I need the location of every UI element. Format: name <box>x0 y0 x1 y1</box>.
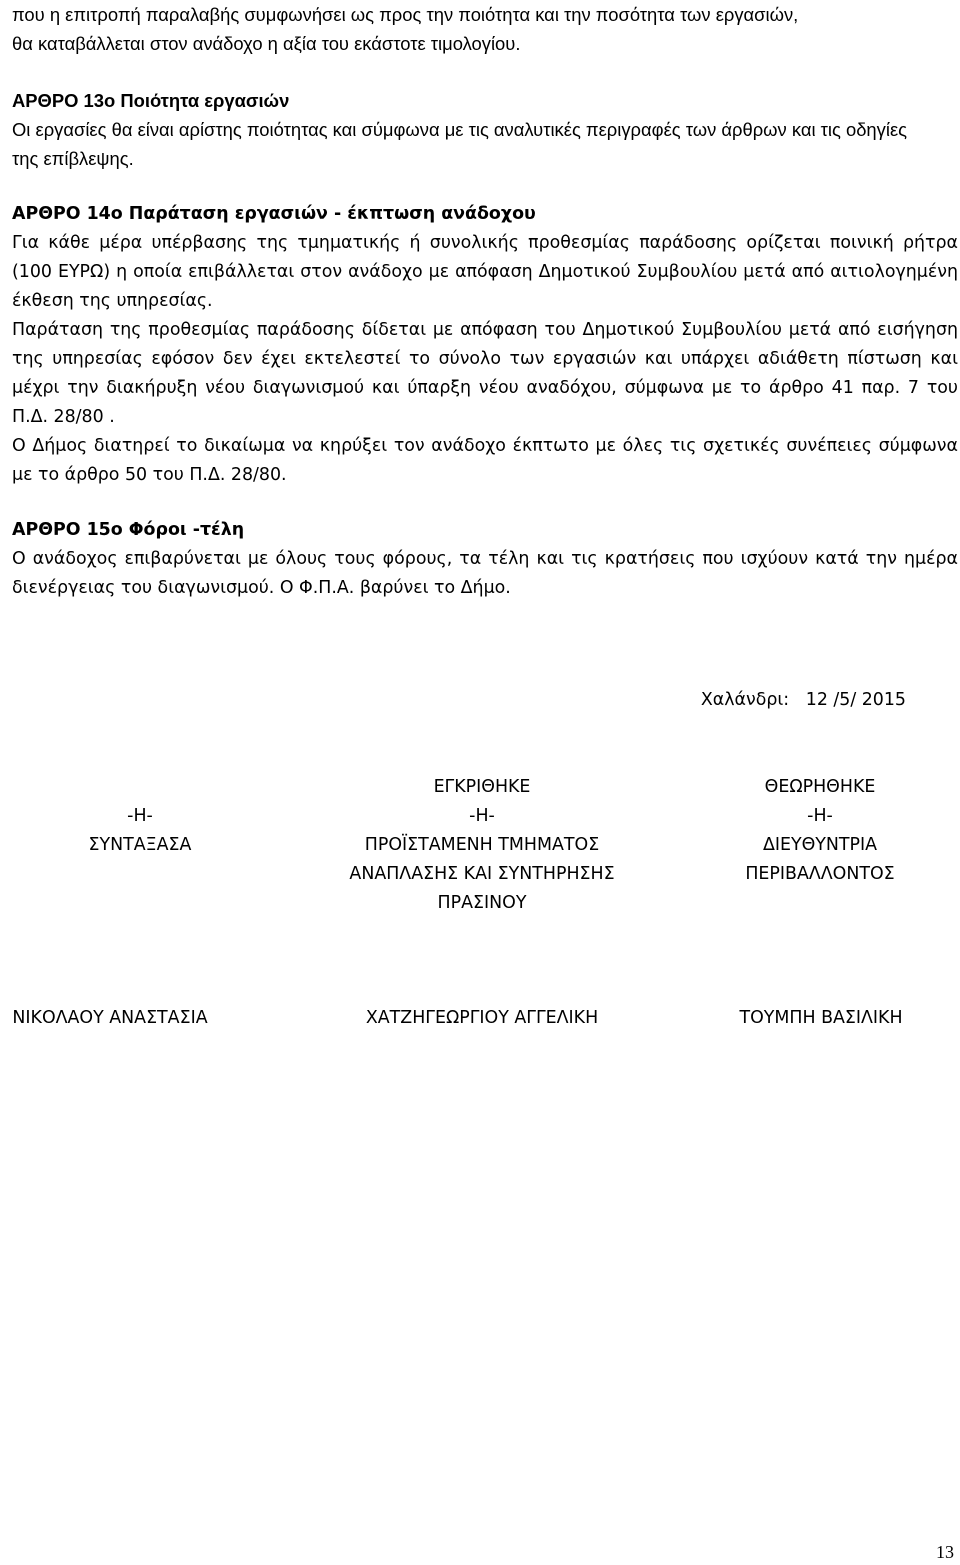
signatory-name-right: ΤΟΥΜΠΗ ΒΑΣΙΛΙΚΗ <box>739 1008 903 1028</box>
signature-middle-role-1: ΠΡΟΪΣΤΑΜΕΝΗ ΤΜΗΜΑΤΟΣ <box>364 835 600 855</box>
article-13-body: Οι εργασίες θα είναι αρίστης ποιότητας και σύμφωνα με τις αναλυτικές περιγραφές των άρθρων και τις οδηγίες της επίβλεψης. <box>12 119 908 169</box>
article-13 <box>12 86 958 173</box>
article-15-title: ΑΡΘΡΟ 15ο Φόροι -τέλη <box>12 520 245 540</box>
signature-left-role: ΣΥΝΤΑΞΑΣΑ <box>88 835 192 855</box>
article-14-paragraph-2: Παράταση της προθεσμίας παράδοσης δίδεται με απόφαση του Δημοτικού Συμβουλίου μετά από εισήγηση της υπηρεσίας εφόσον δεν έχει εκτελεστεί το σύνολο των εργασιών και υπάρχει αδιάθετη πίστωση και μέχρι την διακήρυξη νέου διαγωνισμού και ύπαρξη νέου αναδόχου, σύμφωνα με το άρθρο 41 παρ. 7 του Π.Δ. 28/80 . <box>12 320 958 427</box>
signature-middle-role-2: ΑΝΑΠΛΑΣΗΣ ΚΑΙ ΣΥΝΤΗΡΗΣΗΣ <box>349 864 615 884</box>
signature-right-role-2: ΠΕΡΙΒΑΛΛΟΝΤΟΣ <box>745 864 895 884</box>
signature-right-gender: -Η- <box>807 806 833 826</box>
signatory-name-middle: ΧΑΤΖΗΓΕΩΡΓΙΟΥ ΑΓΓΕΛΙΚΗ <box>365 1008 599 1028</box>
signature-block-middle <box>312 773 652 918</box>
article-15 <box>12 516 958 603</box>
signature-middle-status: ΕΓΚΡΙΘΗΚΕ <box>433 777 531 797</box>
signature-block-right <box>700 773 940 889</box>
intro-paragraph <box>12 0 958 58</box>
signatory-name-left: ΝΙΚΟΛΑΟΥ ΑΝΑΣΤΑΣΙΑ <box>12 1008 208 1028</box>
article-14-paragraph-3: Ο Δήμος διατηρεί το δικαίωμα να κηρύξει τον ανάδοχο έκπτωτο με όλες τις σχετικές συνέπειες σύμφωνα με το άρθρο 50 του Π.Δ. 28/80. <box>12 436 958 485</box>
article-15-body: Ο ανάδοχος επιβαρύνεται με όλους τους φόρους, τα τέλη και τις κρατήσεις που ισχύουν κατά την ημέρα διενέργειας του διαγωνισμού. Ο Φ.Π.Α. βαρύνει το Δήμο. <box>12 549 958 598</box>
signature-right-role-1: ΔΙΕΥΘΥΝΤΡΙΑ <box>762 835 878 855</box>
signature-middle-gender: -Η- <box>469 806 495 826</box>
intro-line-2: θα καταβάλλεται στον ανάδοχο η αξία του εκάστοτε τιμολογίου. <box>12 33 521 54</box>
article-14-paragraph-1: Για κάθε μέρα υπέρβασης της τμηματικής ή συνολικής προθεσμίας παράδοσης ορίζεται ποινική ρήτρα (100 ΕΥΡΩ) η οποία επιβάλλεται στον ανάδοχο με απόφαση Δημοτικού Συμβουλίου μετά από αιτιολογημένη έκθεση της υπηρεσίας. <box>12 233 958 311</box>
article-14-title: ΑΡΘΡΟ 14ο Παράταση εργασιών - έκπτωση ανάδοχου <box>12 204 536 224</box>
intro-line-1: που η επιτροπή παραλαβής συμφωνήσει ως προς την ποιότητα και την ποσότητα των εργασιών, <box>12 4 799 25</box>
signature-middle-role-3: ΠΡΑΣΙΝΟΥ <box>437 893 527 913</box>
signature-left-gender: -Η- <box>127 806 153 826</box>
page-number: 13 <box>936 1542 954 1562</box>
date-place: Χαλάνδρι: <box>700 690 790 710</box>
article-14 <box>12 200 958 490</box>
signature-block-left <box>40 773 240 860</box>
date-line <box>701 686 906 715</box>
article-13-title: ΑΡΘΡΟ 13ο Ποιότητα εργασιών <box>12 90 290 111</box>
date-value: 12 /5/ 2015 <box>805 690 906 710</box>
signature-right-status: ΘΕΩΡΗΘΗΚΕ <box>764 777 876 797</box>
signature-left-status <box>40 773 240 802</box>
